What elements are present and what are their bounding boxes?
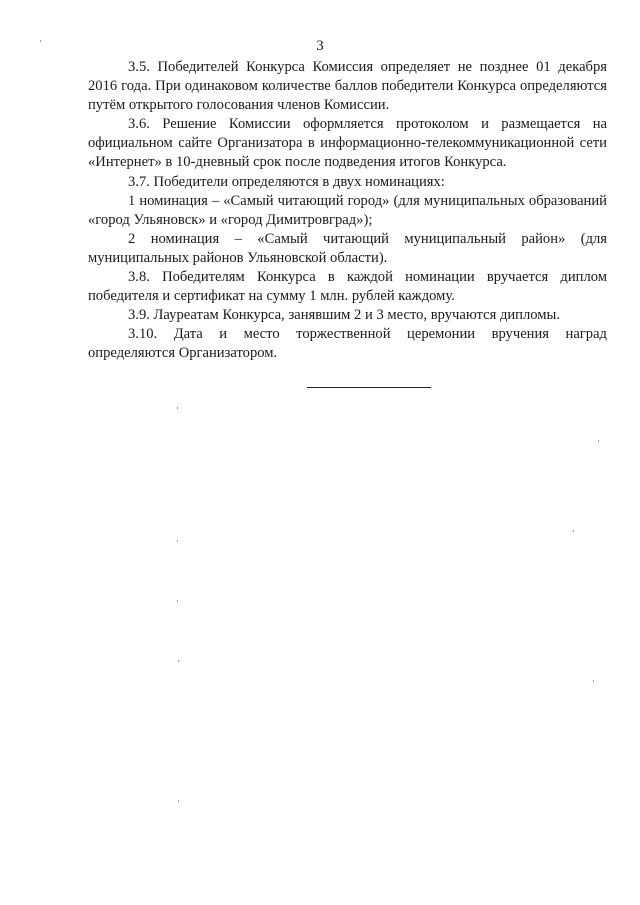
end-separator-line <box>307 387 431 388</box>
scan-speck <box>598 440 599 442</box>
paragraph-3-10: 3.10. Дата и место торжественной церемонии вручения наград определяются Организатором. <box>88 326 607 362</box>
scan-speck <box>177 540 178 542</box>
nomination-1: 1 номинация – «Самый читающий город» (для муниципальных образований «город Ульяновск» и «город Димитровград»); <box>88 192 607 228</box>
page-number: 3 <box>316 38 324 54</box>
scan-speck <box>178 660 179 662</box>
nomination-2: 2 номинация – «Самый читающий муниципальный район» (для муниципальных районов Ульяновской области). <box>88 230 607 266</box>
scan-speck <box>177 407 178 409</box>
scan-speck <box>593 680 594 682</box>
scan-speck <box>177 600 178 602</box>
paragraph-3-8: 3.8. Победителям Конкурса в каждой номинации вручается диплом победителя и сертификат на сумму 1 млн. рублей каждому. <box>88 269 607 305</box>
scan-speck <box>40 40 41 42</box>
scan-speck <box>178 800 179 802</box>
paragraph-3-6: 3.6. Решение Комиссии оформляется протоколом и размещается на официальном сайте Организатора в информационно-телекоммуникационной сети «Интернет» в 10-дневный срок после подведения итогов Конкурса. <box>88 116 607 171</box>
paragraph-3-7: 3.7. Победители определяются в двух номинациях: <box>128 173 445 190</box>
paragraph-3-5: 3.5. Победителей Конкурса Комиссия определяет не позднее 01 декабря 2016 года. При одинаковом количестве баллов победители Конкурса определяются путём открытого голосования членов Комиссии. <box>88 59 607 114</box>
document-body <box>88 58 607 364</box>
paragraph-3-9: 3.9. Лауреатам Конкурса, занявшим 2 и 3 место, вручаются дипломы. <box>128 307 560 324</box>
scan-speck <box>573 530 574 532</box>
